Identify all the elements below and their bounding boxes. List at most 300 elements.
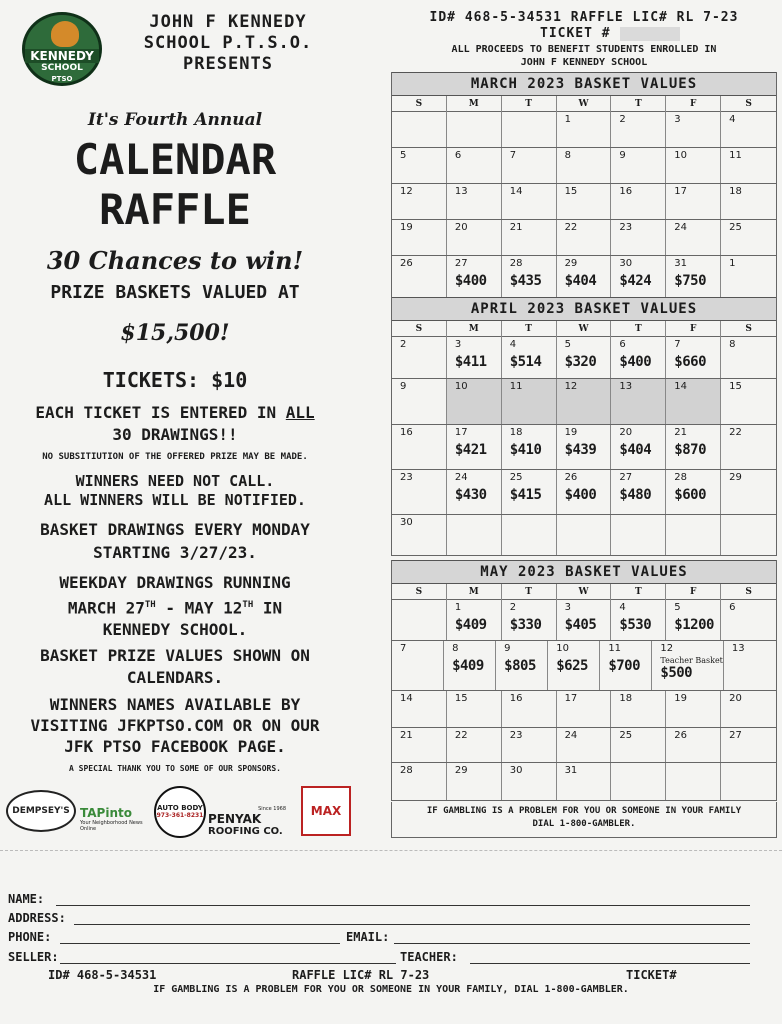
header-line-2: SCHOOL P.T.S.O.	[143, 33, 313, 53]
basket-value: $660	[674, 354, 706, 370]
day-cell	[392, 184, 447, 219]
winners-line-1: WINNERS NEED NOT CALL.	[75, 472, 275, 490]
day-cell	[548, 641, 600, 690]
seller-label: SELLER:	[8, 950, 59, 964]
day-number: 5	[674, 602, 681, 613]
day-number: 20	[619, 427, 633, 438]
day-number: 6	[729, 602, 736, 613]
march-week-row	[392, 112, 776, 148]
day-number: 30	[619, 258, 633, 269]
day-cell	[447, 184, 502, 219]
day-number: 7	[674, 339, 681, 350]
day-number: 19	[564, 427, 578, 438]
weekday-drawings-text	[0, 572, 350, 641]
day-cell	[502, 515, 557, 555]
day-cell	[557, 256, 612, 297]
weekday-label: T	[502, 321, 557, 337]
day-cell	[502, 763, 557, 800]
weekday-label: T	[502, 96, 557, 112]
sponsor-tapinto-sub: Your Neighborhood News Online	[80, 820, 143, 832]
day-cell	[666, 220, 721, 255]
day-number: 24	[564, 730, 578, 741]
day-cell	[447, 515, 502, 555]
day-number: 10	[674, 150, 688, 161]
day-cell	[557, 425, 612, 469]
day-cell	[392, 600, 447, 640]
values-line-2: CALENDARS.	[126, 668, 224, 687]
winners-text	[0, 472, 350, 510]
address-field[interactable]	[74, 924, 750, 925]
day-cell	[447, 148, 502, 183]
day-number: 2	[509, 602, 517, 613]
day-cell	[721, 691, 776, 727]
day-number: 24	[454, 472, 468, 483]
email-field[interactable]	[394, 943, 750, 944]
day-number: 8	[729, 339, 736, 350]
basket-value: $1200	[674, 617, 714, 633]
day-number: 21	[509, 222, 523, 233]
weekday-th-1: TH	[144, 600, 156, 610]
ticket-price: TICKETS: $10	[102, 368, 248, 392]
march-week-row	[392, 256, 776, 298]
day-number: 18	[619, 693, 633, 704]
header-line-1: JOHN F KENNEDY	[149, 12, 307, 32]
basket-value: $480	[619, 487, 652, 503]
teacher-label: TEACHER:	[400, 950, 458, 964]
day-cell	[611, 470, 666, 514]
email-label: EMAIL:	[346, 930, 390, 944]
march-title: MARCH 2023 BASKET VALUES	[392, 72, 776, 96]
day-number: 28	[400, 765, 413, 776]
day-number: 8	[452, 643, 459, 654]
teacher-field[interactable]	[470, 963, 750, 964]
sponsor-penyak-text: PENYAK	[208, 812, 262, 826]
weekday-may: - MAY 12	[155, 598, 243, 618]
may-week-row	[392, 763, 776, 801]
day-number: 13	[619, 381, 633, 392]
march-week-row	[392, 184, 776, 220]
day-number: 23	[400, 472, 413, 483]
presenter-header	[118, 12, 338, 75]
day-cell	[447, 256, 502, 297]
may-title: MAY 2023 BASKET VALUES	[392, 560, 776, 584]
basket-value: $430	[454, 487, 487, 503]
day-number: 13	[454, 186, 468, 197]
day-number: 22	[564, 222, 578, 233]
sponsor-autobody-phone: 973-361-8231	[156, 812, 204, 819]
day-number: 16	[509, 693, 523, 704]
day-cell	[724, 641, 776, 690]
weekday-in: IN	[253, 598, 283, 618]
march-weekday-header	[392, 96, 776, 112]
day-cell	[557, 470, 612, 514]
sponsor-max-text: MAX	[310, 804, 342, 818]
basket-value: $500	[660, 665, 693, 681]
day-number: 21	[674, 427, 688, 438]
april-calendar	[391, 297, 777, 556]
day-number: 12	[400, 186, 413, 197]
basket-value: $405	[564, 617, 597, 633]
chances-text: 30 Chances to win!	[46, 246, 304, 275]
name-field[interactable]	[56, 905, 750, 906]
day-number: 19	[674, 693, 688, 704]
kennedy-school-logo	[22, 12, 102, 86]
sponsor-penyak-logo	[208, 806, 296, 837]
basket-value: $439	[564, 442, 597, 458]
april-week-row	[392, 470, 776, 515]
day-cell	[392, 691, 447, 727]
phone-label: PHONE:	[8, 930, 52, 944]
day-cell	[392, 470, 447, 514]
day-number: 3	[564, 602, 571, 613]
day-cell	[721, 112, 776, 147]
prize-value: $15,500!	[120, 320, 230, 346]
day-cell	[447, 728, 502, 762]
may-weekday-header	[392, 584, 776, 600]
day-cell	[392, 112, 447, 147]
day-number: 14	[509, 186, 523, 197]
day-number: 27	[454, 258, 468, 269]
day-cell	[502, 148, 557, 183]
logo-line-1: KENNEDY	[25, 49, 99, 63]
winners-names-text	[0, 694, 350, 757]
weekday-label: T	[502, 584, 557, 600]
day-cell	[721, 148, 776, 183]
day-number: 25	[729, 222, 742, 233]
basket-value: $411	[454, 354, 487, 370]
day-number: 5	[564, 339, 571, 350]
day-cell	[611, 515, 666, 555]
winners-line-2: ALL WINNERS WILL BE NOTIFIED.	[44, 491, 306, 509]
march-calendar	[391, 72, 777, 298]
day-cell	[611, 184, 666, 219]
day-cell	[502, 600, 557, 640]
april-week-row	[392, 425, 776, 470]
stub-ticket-label: TICKET#	[626, 968, 677, 982]
sponsor-tapinto-logo	[80, 806, 152, 832]
title-calendar: CALENDAR	[73, 135, 277, 184]
day-cell	[557, 728, 612, 762]
proceeds-line-1: ALL PROCEEDS TO BENEFIT STUDENTS ENROLLED IN	[451, 44, 717, 55]
day-cell	[611, 691, 666, 727]
entered-all: ALL	[285, 403, 315, 422]
sponsor-autobody-text: AUTO BODY	[157, 804, 203, 812]
day-cell	[721, 728, 776, 762]
day-cell	[392, 256, 447, 297]
day-cell	[557, 112, 612, 147]
day-number: 26	[400, 258, 413, 269]
day-cell	[666, 112, 721, 147]
day-number: 15	[564, 186, 578, 197]
day-number: 17	[674, 186, 688, 197]
day-cell	[611, 600, 666, 640]
weekday-label: S	[745, 99, 752, 109]
names-line-2: VISITING JFKPTSO.COM OR ON OUR	[30, 716, 320, 735]
basket-value: $404	[619, 442, 652, 458]
day-cell	[392, 763, 447, 800]
day-cell	[721, 515, 776, 555]
day-cell	[557, 763, 612, 800]
day-cell	[392, 425, 447, 469]
day-number: 9	[400, 381, 407, 392]
basket-value: $404	[564, 273, 597, 289]
day-cell	[392, 515, 447, 555]
day-number: 11	[608, 643, 622, 654]
logo-line-3: PTSO	[51, 75, 73, 83]
gambling-box-line-2: DIAL 1-800-GAMBLER.	[532, 819, 636, 829]
sponsor-penyak-since: Since 1968	[258, 806, 286, 812]
day-number: 13	[731, 643, 745, 654]
basket-value: $600	[674, 487, 706, 503]
day-number: 30	[400, 517, 413, 528]
day-cell	[611, 337, 666, 378]
day-number: 11	[509, 381, 523, 392]
day-cell	[447, 600, 502, 640]
values-shown-text	[0, 645, 350, 689]
day-cell	[666, 763, 721, 800]
basket-value: $424	[619, 273, 652, 289]
day-number: 1	[729, 258, 736, 269]
day-cell	[721, 763, 776, 800]
may-week-row	[392, 728, 776, 763]
day-cell	[557, 337, 612, 378]
tear-line	[0, 850, 782, 851]
basket-value: $330	[509, 617, 542, 633]
weekday-label: F	[666, 584, 721, 600]
april-title: APRIL 2023 BASKET VALUES	[392, 297, 776, 321]
day-cell	[721, 256, 776, 297]
day-cell	[557, 148, 612, 183]
weekday-line-1: WEEKDAY DRAWINGS RUNNING	[59, 573, 291, 592]
day-number: 5	[400, 150, 407, 161]
raffle-id-line: ID# 468-5-34531 RAFFLE LIC# RL 7-23	[429, 10, 739, 25]
day-number: 28	[674, 472, 688, 483]
day-number: 25	[619, 730, 633, 741]
day-number: 23	[509, 730, 523, 741]
day-cell	[611, 148, 666, 183]
no-substitution-text: NO SUBSITIUTION OF THE OFFERED PRIZE MAY BE MADE.	[42, 452, 308, 462]
weekday-label: T	[611, 96, 666, 112]
may-week-row	[392, 691, 776, 728]
day-number: 29	[729, 472, 742, 483]
day-note: Teacher Basket	[660, 656, 723, 665]
weekday-line-3: KENNEDY SCHOOL.	[102, 620, 248, 640]
day-cell	[447, 763, 502, 800]
day-number: 17	[454, 427, 468, 438]
gambling-box-line-1: IF GAMBLING IS A PROBLEM FOR YOU OR SOMEONE IN YOUR FAMILY	[426, 806, 742, 816]
entered-line-a: EACH TICKET IS ENTERED IN	[35, 403, 286, 422]
day-cell	[502, 220, 557, 255]
day-cell	[600, 641, 652, 690]
logo-line-2: SCHOOL	[41, 63, 83, 73]
march-week-row	[392, 220, 776, 256]
april-week-row	[392, 337, 776, 379]
day-number: 19	[400, 222, 413, 233]
sponsor-tapinto-text: TAPinto	[80, 806, 132, 820]
day-cell	[611, 256, 666, 297]
title-raffle: RAFFLE	[99, 185, 251, 234]
weekday-label: F	[666, 321, 721, 337]
weekday-label: W	[557, 321, 612, 337]
day-cell	[666, 600, 721, 640]
weekday-label: W	[557, 96, 612, 112]
day-number: 9	[619, 150, 626, 161]
day-cell	[666, 337, 721, 378]
day-number: 20	[729, 693, 742, 704]
day-cell	[502, 112, 557, 147]
basket-line-2: STARTING 3/27/23.	[93, 543, 257, 562]
prize-line: PRIZE BASKETS VALUED AT	[50, 282, 300, 303]
day-cell	[502, 379, 557, 424]
day-number: 7	[400, 643, 407, 654]
names-line-1: WINNERS NAMES AVAILABLE BY	[49, 695, 301, 714]
day-number: 15	[454, 693, 468, 704]
basket-value: $400	[454, 273, 487, 289]
day-cell	[721, 600, 776, 640]
day-cell	[496, 641, 548, 690]
basket-value: $700	[608, 658, 641, 674]
day-number: 24	[674, 222, 688, 233]
day-number: 20	[454, 222, 468, 233]
basket-value: $514	[509, 354, 542, 370]
day-cell	[557, 220, 612, 255]
day-number: 22	[454, 730, 468, 741]
sponsor-dempseys-text: DEMPSEY'S	[12, 806, 70, 816]
day-number: 2	[400, 339, 407, 350]
day-cell	[557, 184, 612, 219]
day-cell	[502, 691, 557, 727]
day-cell	[392, 148, 447, 183]
day-cell	[447, 470, 502, 514]
day-cell	[392, 220, 447, 255]
weekday-label: T	[611, 321, 666, 337]
weekday-label: S	[745, 324, 752, 334]
basket-value: $400	[619, 354, 652, 370]
day-cell	[557, 600, 612, 640]
day-number: 12	[564, 381, 578, 392]
day-number: 10	[556, 643, 569, 654]
stub-gambling-notice: IF GAMBLING IS A PROBLEM FOR YOU OR SOMEONE IN YOUR FAMILY, DIAL 1-800-GAMBLER.	[153, 984, 629, 995]
day-cell	[557, 515, 612, 555]
tiger-mascot-icon	[51, 21, 79, 47]
may-calendar	[391, 560, 777, 801]
day-cell	[502, 256, 557, 297]
day-cell	[611, 763, 666, 800]
day-number: 17	[564, 693, 578, 704]
basket-drawings-text	[0, 518, 350, 564]
day-cell	[611, 112, 666, 147]
basket-value: $750	[674, 273, 706, 289]
day-number: 28	[509, 258, 523, 269]
day-number: 14	[674, 381, 688, 392]
day-cell	[611, 220, 666, 255]
day-number: 6	[619, 339, 626, 350]
day-number: 2	[619, 114, 626, 125]
calendar-gambling-notice	[391, 802, 777, 838]
basket-value: $400	[564, 487, 597, 503]
basket-value: $625	[556, 658, 588, 674]
day-cell	[666, 184, 721, 219]
weekday-label: W	[557, 584, 612, 600]
day-cell	[721, 470, 776, 514]
day-cell	[611, 728, 666, 762]
sponsor-penyak-sub: ROOFING CO.	[208, 826, 283, 837]
day-number: 16	[619, 186, 633, 197]
weekday-label: S	[392, 584, 447, 600]
day-cell	[721, 425, 776, 469]
day-number: 18	[509, 427, 523, 438]
weekday-march: MARCH 27	[67, 598, 145, 618]
day-number: 3	[674, 114, 681, 125]
day-cell	[652, 641, 724, 690]
weekday-label: M	[447, 584, 502, 600]
april-weekday-header	[392, 321, 776, 337]
seller-field[interactable]	[60, 963, 396, 964]
day-cell	[557, 379, 612, 424]
day-number: 1	[454, 602, 462, 613]
sponsors-thanks: A SPECIAL THANK YOU TO SOME OF OUR SPONSORS.	[69, 764, 281, 773]
values-line-1: BASKET PRIZE VALUES SHOWN ON	[40, 646, 310, 665]
day-number: 26	[564, 472, 578, 483]
proceeds-text	[392, 43, 776, 69]
day-cell	[721, 379, 776, 424]
day-cell	[666, 691, 721, 727]
day-cell	[611, 379, 666, 424]
header-line-3: PRESENTS	[183, 54, 273, 74]
basket-value: $415	[509, 487, 542, 503]
day-number: 22	[729, 427, 742, 438]
april-week-row	[392, 379, 776, 425]
stub-id: ID# 468-5-34531	[48, 968, 157, 982]
day-number: 30	[509, 765, 523, 776]
weekday-label: S	[745, 587, 752, 597]
tagline: It's Fourth Annual	[87, 110, 263, 130]
day-number: 1	[564, 114, 571, 125]
day-number: 31	[564, 765, 578, 776]
day-number: 7	[509, 150, 517, 161]
day-number: 6	[454, 150, 462, 161]
day-number: 12	[660, 643, 674, 654]
basket-value: $409	[452, 658, 484, 674]
day-number: 23	[619, 222, 633, 233]
day-number: 4	[729, 114, 736, 125]
day-cell	[392, 728, 447, 762]
march-week-row	[392, 148, 776, 184]
day-cell	[392, 379, 447, 424]
day-cell	[721, 220, 776, 255]
basket-line-1: BASKET DRAWINGS EVERY MONDAY	[40, 520, 310, 539]
names-line-3: JFK PTSO FACEBOOK PAGE.	[64, 737, 286, 756]
day-number: 21	[400, 730, 413, 741]
may-week-row	[392, 641, 776, 691]
day-number: 14	[400, 693, 413, 704]
day-cell	[721, 184, 776, 219]
phone-field[interactable]	[60, 943, 340, 944]
sponsor-dempseys-logo	[6, 790, 76, 832]
day-number: 8	[564, 150, 571, 161]
day-cell	[447, 220, 502, 255]
day-cell	[666, 425, 721, 469]
entered-line-b: 30 DRAWINGS!!	[112, 425, 238, 444]
day-cell	[666, 256, 721, 297]
day-cell	[447, 691, 502, 727]
day-number: 10	[454, 381, 468, 392]
day-cell	[447, 112, 502, 147]
name-label: NAME:	[8, 892, 45, 906]
day-number: 26	[674, 730, 688, 741]
day-number: 4	[509, 339, 517, 350]
stub-license: RAFFLE LIC# RL 7-23	[292, 968, 430, 982]
